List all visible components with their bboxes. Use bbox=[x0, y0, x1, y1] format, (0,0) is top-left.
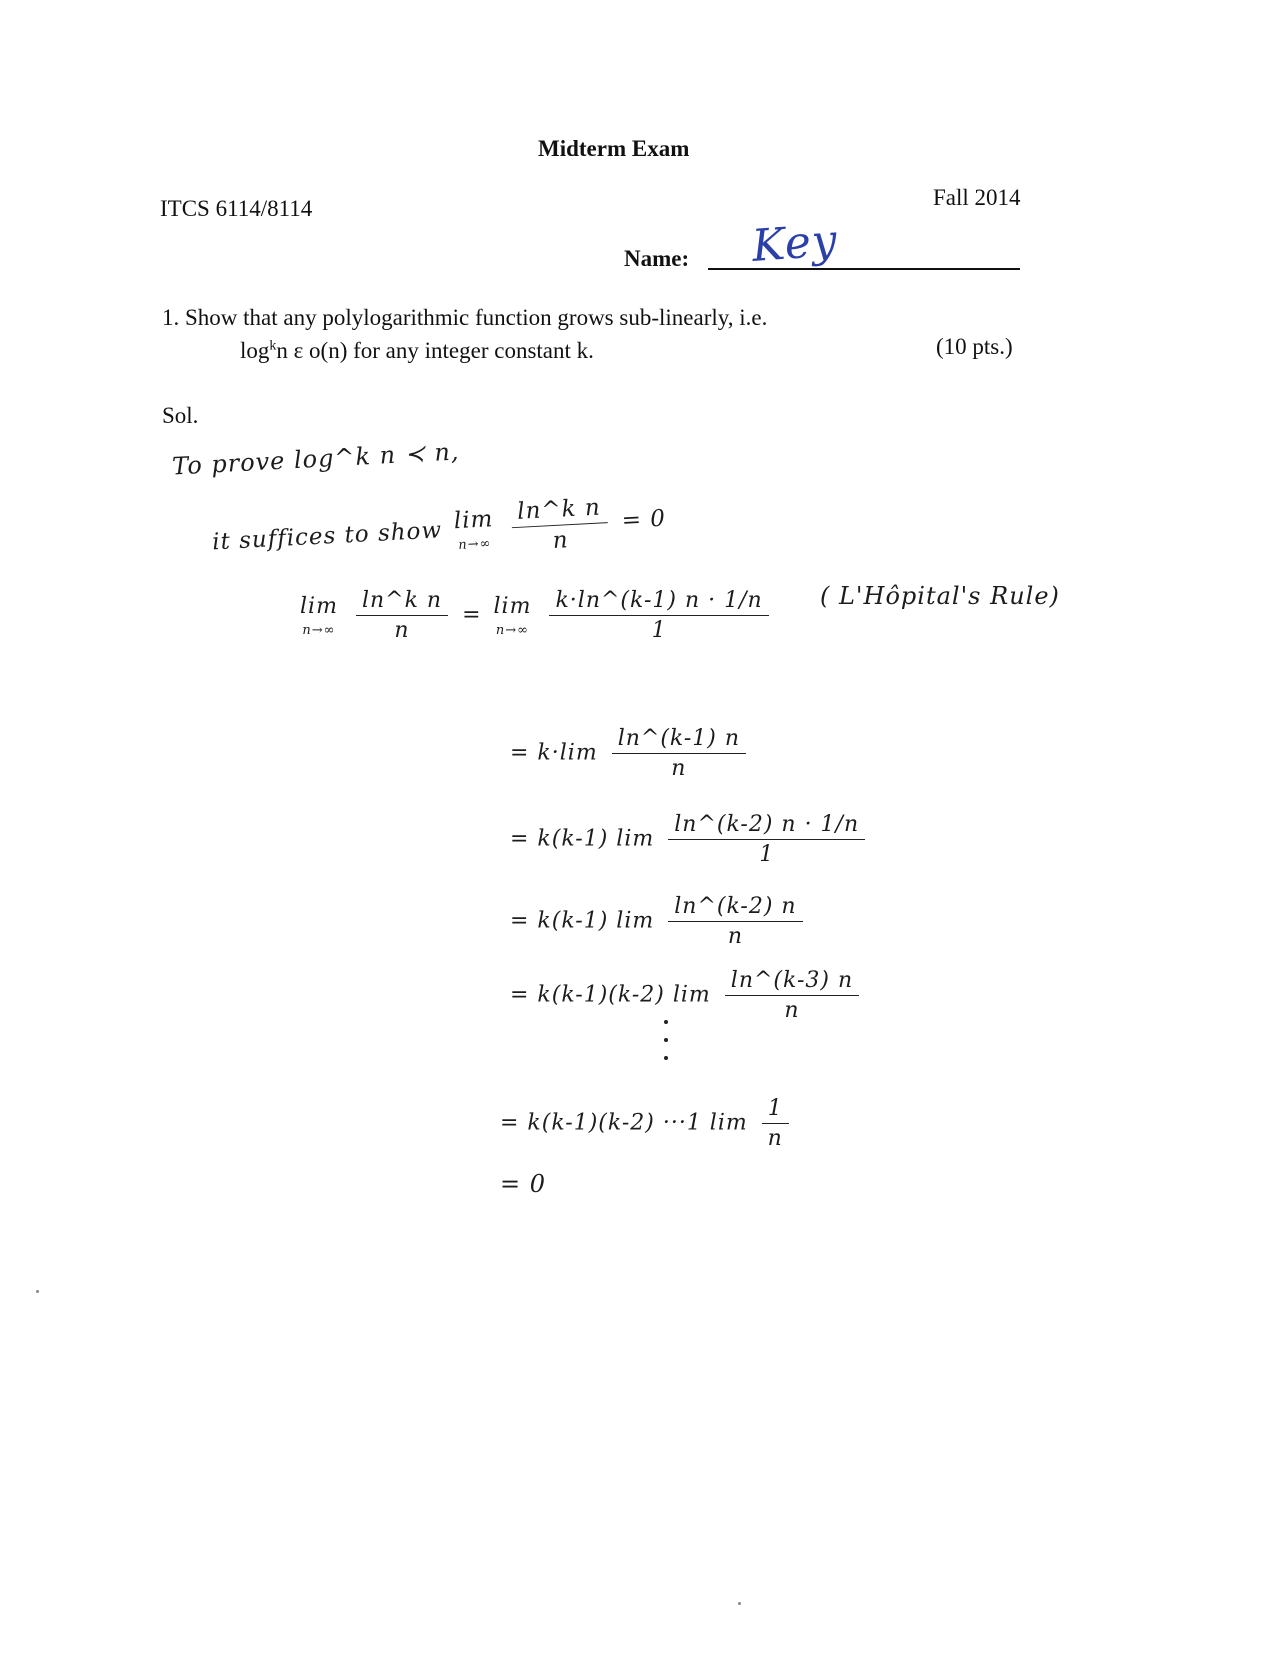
step-4: = k(k-1) lim $\frac{\ln\^{}(k-2) n}{n}$ bbox=[510, 894, 809, 949]
limit-operator: lim n→∞ bbox=[300, 593, 338, 638]
fraction: $\frac{\ln\^{}(k-2) n}{n}$ bbox=[668, 894, 802, 949]
exam-term: Fall 2014 bbox=[933, 185, 1021, 210]
fraction: $\frac{\ln\^{}(k-3) n}{n}$ bbox=[725, 968, 859, 1023]
fraction: $\frac{\ln\^{}(k-2) n \cdot 1/n}{1}$ bbox=[668, 812, 865, 867]
scan-speck bbox=[738, 1602, 741, 1605]
fraction: $\frac{\text{ln\textasciicircum{}k n}}{n}$ bbox=[356, 588, 448, 643]
step-6: = k(k-1)(k-2) ···1 lim $\frac{1}{n}$ bbox=[500, 1096, 795, 1151]
scan-speck bbox=[36, 1290, 39, 1293]
suffices-text: it suffices to show bbox=[211, 517, 443, 556]
solution-intro: To prove log^k n ≺ n, bbox=[171, 437, 461, 481]
log-exponent: k bbox=[269, 338, 277, 354]
fraction: $\frac{k\cdot\ln\^{}(k-1) n \cdot 1/n}{1}$ bbox=[549, 588, 768, 643]
question-1-line-2 bbox=[240, 338, 594, 364]
exam-title: Midterm Exam bbox=[538, 136, 690, 161]
fraction: $\frac{\text{ln\textasciicircum{}k n}}{n}$ bbox=[511, 494, 609, 556]
solution-label: Sol. bbox=[162, 403, 199, 428]
limit-operator: lim n→∞ bbox=[453, 506, 495, 554]
name-handwritten: Key bbox=[750, 215, 840, 272]
step-2: = k·lim $\frac{\ln\^{}(k-1) n}{n}$ bbox=[510, 726, 752, 781]
fraction: $\frac{1}{n}$ bbox=[762, 1096, 789, 1151]
log-text: log bbox=[240, 338, 270, 363]
name-label: Name: bbox=[624, 246, 690, 271]
limit-operator: lim n→∞ bbox=[493, 593, 532, 638]
fraction: $\frac{\ln\^{}(k-1) n}{n}$ bbox=[612, 726, 746, 781]
course-code: ITCS 6114/8114 bbox=[160, 196, 313, 221]
solution-suffices-line bbox=[211, 491, 668, 572]
step-5: = k(k-1)(k-2) lim $\frac{\ln\^{}(k-3) n}{n}$ bbox=[510, 968, 865, 1023]
step-1: lim n→∞ $\frac{\text{ln\textasciicircum{}k n}}{n}$ = lim n→∞ $\frac{k\cdot\ln\^{}(k-1) n \cdot 1/n}{1}$ bbox=[296, 588, 775, 643]
vertical-ellipsis bbox=[664, 1020, 670, 1070]
question-1-line-2-rest: n ε o(n) for any integer constant k. bbox=[276, 338, 594, 363]
question-1-line-1: 1. Show that any polylogarithmic function grows sub-linearly, i.e. bbox=[162, 305, 768, 330]
equals-zero: = 0 bbox=[621, 505, 667, 534]
final-result: = 0 bbox=[500, 1170, 547, 1198]
question-points: (10 pts.) bbox=[936, 334, 1013, 359]
step-3: = k(k-1) lim $\frac{\ln\^{}(k-2) n \cdot 1/n}{1}$ bbox=[510, 812, 871, 867]
lhopital-rule-note: ( L'Hôpital's Rule) bbox=[820, 582, 1060, 610]
